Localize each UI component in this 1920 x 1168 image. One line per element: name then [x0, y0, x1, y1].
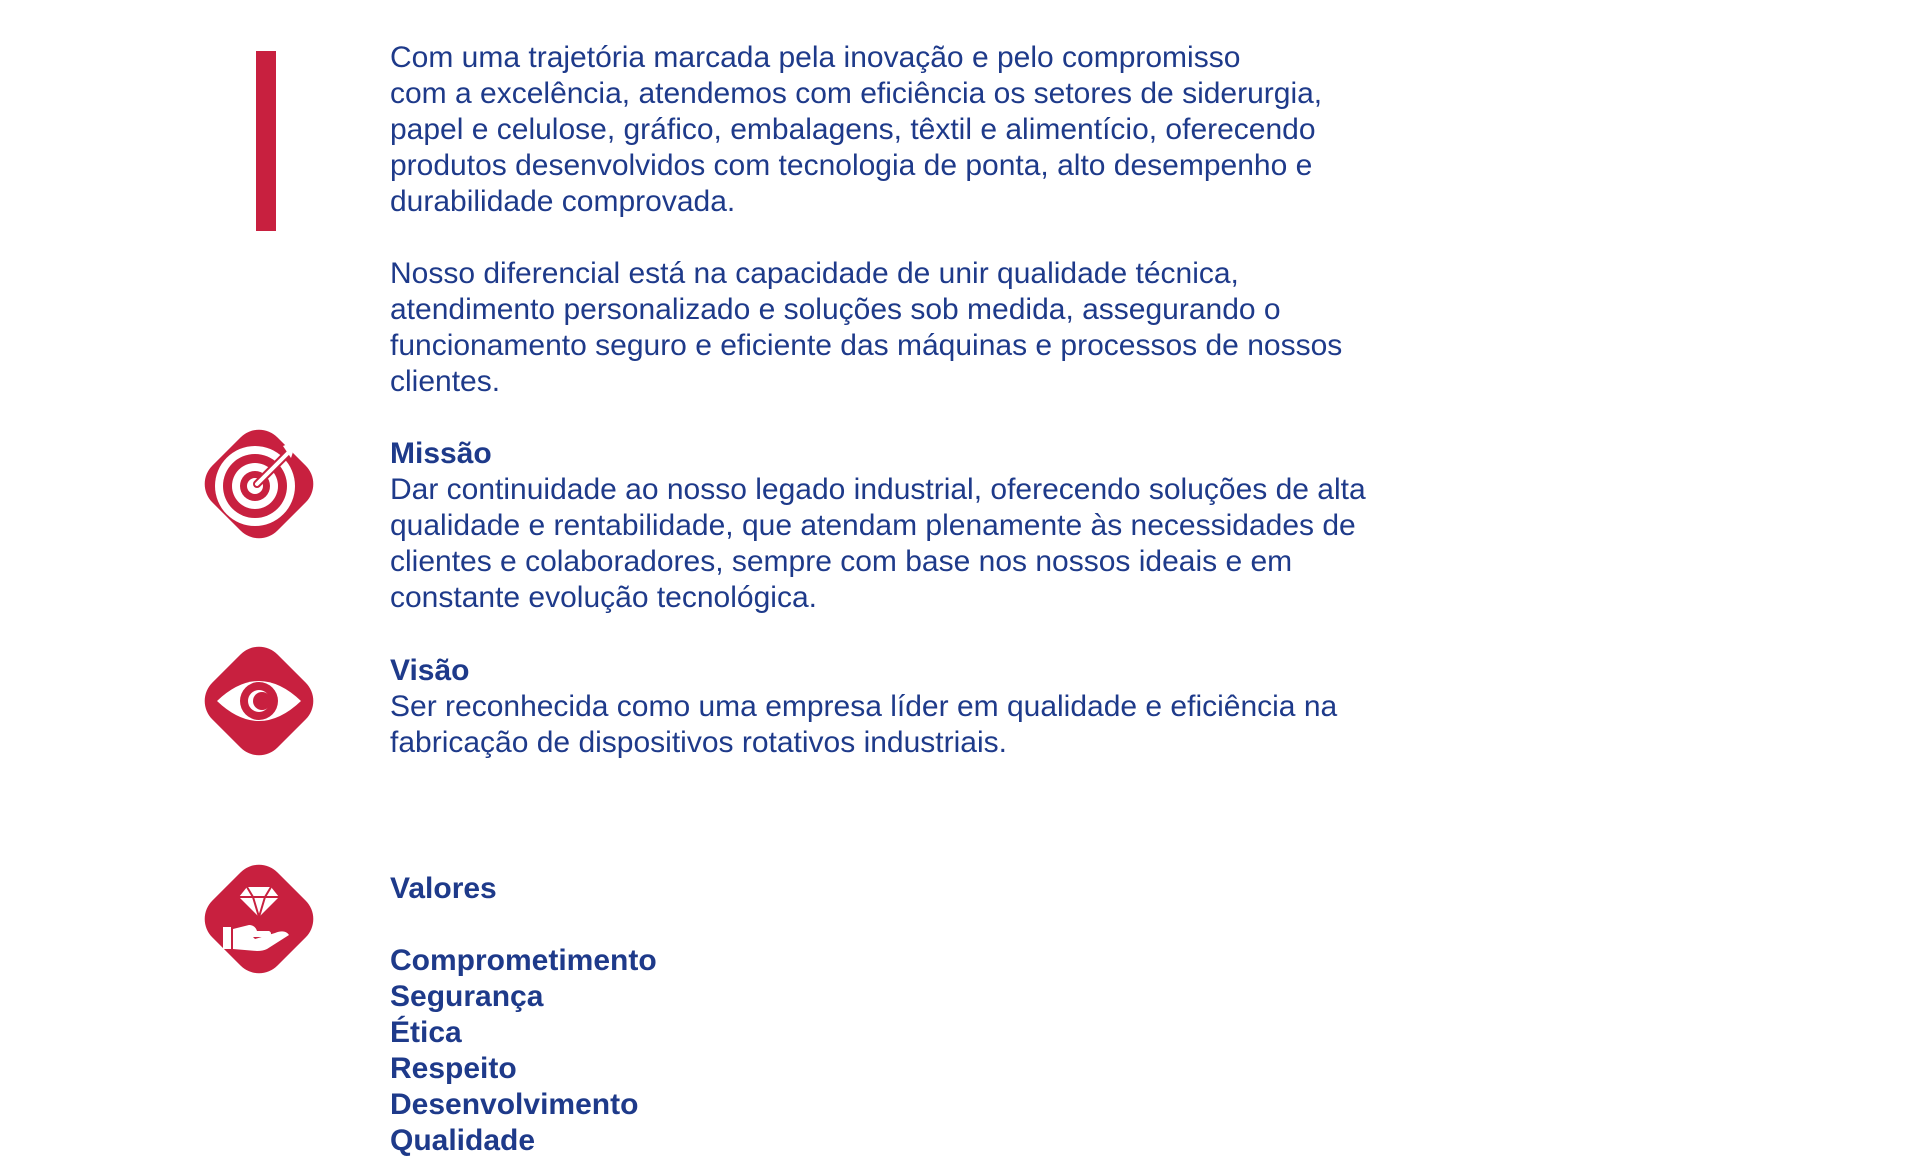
- visao-section: [390, 653, 1570, 761]
- valores-item: Segurança: [390, 980, 544, 1013]
- missao-section: [390, 436, 1570, 616]
- intro-paragraph-2: Nosso diferencial está na capacidade de unir qualidade técnica, atendimento personalizado e soluções sob medida, assegurando o funcionamento seguro e eficiente das máquinas e processos de nossos clientes.: [390, 257, 1343, 398]
- diamond-hand-icon: [193, 853, 325, 985]
- eye-icon: [193, 635, 325, 767]
- accent-bar: [256, 51, 276, 231]
- intro-paragraph-1: Com uma trajetória marcada pela inovação e pelo compromisso com a excelência, atendemos com eficiência os setores de siderurgia, papel e celulose, gráfico, embalagens, têxtil e alimentício, oferecendo produtos desenvolvidos com tecnologia de ponta, alto desempenho e durabilidade comprovada.: [390, 41, 1323, 218]
- valores-item: Comprometimento: [390, 944, 657, 977]
- visao-text: Ser reconhecida como uma empresa líder em qualidade e eficiência na fabricação de dispositivos rotativos industriais.: [390, 690, 1338, 759]
- missao-text: Dar continuidade ao nosso legado industrial, oferecendo soluções de alta qualidade e rentabilidade, que atendam plenamente às necessidades de clientes e colaboradores, sempre com base nos nossos ideais e em constante evolução tecnológica.: [390, 473, 1366, 614]
- target-icon: [193, 418, 325, 550]
- missao-title: Missão: [390, 437, 492, 470]
- visao-title: Visão: [390, 654, 470, 687]
- valores-title: Valores: [390, 872, 497, 905]
- valores-list: [390, 943, 1570, 1159]
- valores-item: Qualidade: [390, 1124, 536, 1157]
- intro-section: [390, 40, 1570, 400]
- valores-section: [390, 871, 1570, 1159]
- valores-item: Desenvolvimento: [390, 1088, 639, 1121]
- valores-item: Respeito: [390, 1052, 517, 1085]
- valores-item: Ética: [390, 1016, 462, 1049]
